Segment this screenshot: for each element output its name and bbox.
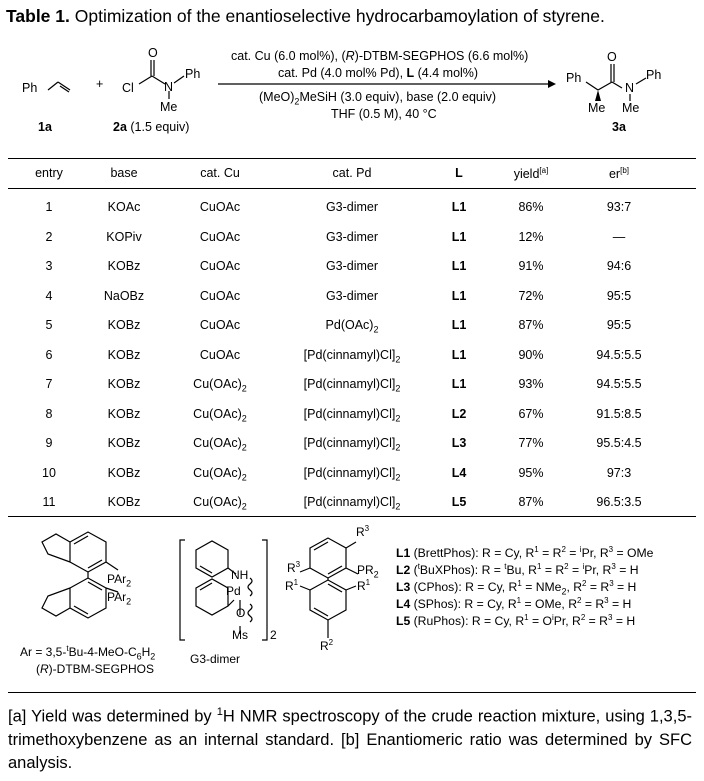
cell-er: 97:3: [606, 465, 632, 480]
cell-cat-pd: G3-dimer: [325, 229, 379, 244]
cell-entry: 5: [45, 318, 53, 332]
biaryl-r3-left: $R^3$: [287, 560, 301, 575]
label-2a: 2a (1.5 equiv): [113, 120, 190, 134]
table-top-rule: [8, 158, 696, 159]
cell-ligand: L2: [451, 406, 467, 421]
header-yield: yield[a]: [513, 166, 549, 182]
header-cat-pd: cat. Pd: [332, 166, 372, 180]
cell-ligand: L1: [451, 200, 467, 214]
cell-cat-cu: $Cu(OAc)_2$: [193, 465, 247, 482]
cell-cat-cu: CuOAc: [199, 259, 241, 273]
cell-cat-pd: $Pd(OAc)_2$: [325, 318, 379, 335]
cell-cat-pd: $[Pd(cinnamyl)Cl]_2$: [303, 347, 401, 364]
cell-er: 94:6: [606, 259, 632, 273]
cell-er: 93:7: [606, 200, 632, 214]
table-header-rule: [8, 188, 696, 189]
cell-cat-pd: $[Pd(cinnamyl)Cl]_2$: [303, 436, 401, 453]
label-3a: 3a: [612, 120, 626, 134]
ligand-l2-definition: L2 ($^t$BuXPhos): R = $^t$Bu, $R^1 = R^2 = ^iPr$, $R^3 = H$: [396, 562, 639, 578]
reaction-scheme: [0, 0, 704, 160]
condition-cu: cat. Cu (6.0 mol%), (R)-DTBM-SEGPHOS (6.6 mol%): [231, 49, 529, 63]
ligand-l1-definition: L1 (BrettPhos): R = Cy, $R^1 = R^2 = ^iPr$, $R^3$ = OMe: [396, 545, 654, 561]
condition-solvent: THF (0.5 M), 40 °C: [331, 107, 437, 121]
cell-base: NaOBz: [103, 288, 145, 303]
table-bottom-rule: [8, 516, 696, 517]
cell-er: 94.5:5.5: [596, 377, 642, 391]
biaryl-r1-right: $R^1$: [357, 578, 371, 593]
footnote: [a] Yield was determined by $^1$H NMR spectroscopy of the crude reaction mixture, using 1,3,5-trimethoxybenzene as an internal standard. [b] Enantiomeric ratio was determined by SFC analysis.: [8, 706, 692, 772]
cell-yield: 67%: [518, 406, 544, 421]
biaryl-pr2: $PR_2$: [357, 563, 379, 580]
cell-er: 96.5:3.5: [596, 495, 642, 509]
cell-cat-cu: $Cu(OAc)_2$: [193, 377, 247, 394]
segphos-ar-definition: $Ar = 3,5-^tBu-4-MeO-C_6H_2$: [20, 644, 156, 662]
reagent-2a-ph: Ph: [185, 67, 201, 81]
cell-cat-pd: G3-dimer: [325, 259, 379, 273]
segphos-par2-bottom: PAr$_2$: [107, 590, 132, 607]
g3-o: O: [236, 606, 246, 620]
cell-yield: 72%: [518, 288, 544, 303]
cell-er: 91.5:8.5: [596, 406, 642, 421]
g3-pd: Pd: [226, 584, 241, 598]
cell-entry: 10: [42, 465, 56, 480]
cell-cat-pd: $[Pd(cinnamyl)Cl]_2$: [303, 377, 401, 394]
cell-cat-cu: CuOAc: [199, 200, 241, 214]
cell-yield: 93%: [518, 377, 544, 391]
header-entry: entry: [35, 166, 63, 180]
product-n: N: [625, 81, 635, 95]
stereo-wedge: [595, 90, 601, 101]
cell-entry: 9: [45, 436, 53, 450]
cell-base: KOBz: [107, 495, 141, 509]
g3-subscript: 2: [270, 628, 277, 642]
cell-base: KOBz: [107, 465, 141, 480]
cell-yield: 95%: [518, 465, 544, 480]
product-me2: Me: [622, 101, 640, 115]
g3-name: G3-dimer: [190, 652, 241, 666]
cell-cat-cu: $Cu(OAc)_2$: [193, 406, 247, 423]
biaryl-r2: $R^2$: [320, 638, 334, 653]
cell-entry: 2: [45, 229, 53, 244]
cell-cat-cu: $Cu(OAc)_2$: [193, 436, 247, 453]
reagent-2a-o: O: [148, 46, 158, 60]
reagent-2a-me: Me: [160, 100, 178, 114]
header-cat-cu: cat. Cu: [200, 166, 240, 180]
styrene-ph: Ph: [22, 81, 38, 95]
cell-ligand: L1: [451, 229, 467, 244]
label-1a: 1a: [38, 120, 52, 134]
cell-yield: 12%: [518, 229, 544, 244]
product-structure: [586, 64, 646, 101]
condition-pd: cat. Pd (4.0 mol% Pd), L (4.4 mol%): [278, 66, 479, 80]
header-base: base: [110, 166, 138, 180]
condition-silane: $(MeO)_2MeSiH$ (3.0 equiv), base (2.0 equiv): [259, 90, 497, 107]
reaction-arrow: [218, 80, 556, 88]
cell-yield: 77%: [518, 436, 544, 450]
product-ph2: Ph: [646, 68, 662, 82]
reagent-2a-n: N: [164, 80, 174, 94]
cell-ligand: L1: [451, 259, 467, 273]
cell-cat-cu: CuOAc: [199, 288, 241, 303]
cell-yield: 86%: [518, 200, 544, 214]
plus-sign: +: [96, 77, 104, 91]
cell-cat-pd: G3-dimer: [325, 288, 379, 303]
segphos-par2-top: PAr$_2$: [107, 572, 132, 589]
header-er: er[b]: [608, 166, 630, 182]
cell-er: 95:5: [606, 288, 632, 303]
table-caption: Table 1. Optimization of the enantioselective hydrocarbamoylation of styrene.: [6, 6, 605, 26]
cell-er: —: [612, 229, 626, 244]
cell-yield: 87%: [518, 318, 544, 332]
cell-entry: 11: [42, 495, 56, 509]
cell-cat-cu: $Cu(OAc)_2$: [193, 495, 247, 512]
cell-er: 95.5:4.5: [596, 436, 642, 450]
cell-base: KOAc: [107, 200, 141, 214]
cell-ligand: L3: [451, 436, 467, 450]
cell-cat-pd: $[Pd(cinnamyl)Cl]_2$: [303, 465, 401, 482]
cell-entry: 1: [45, 200, 53, 214]
cell-cat-cu: CuOAc: [199, 347, 241, 362]
cell-ligand: L1: [451, 347, 467, 362]
cell-entry: 7: [45, 377, 53, 391]
cell-er: 94.5:5.5: [596, 347, 642, 362]
ligand-l5-definition: L5 (RuPhos): R = Cy, $R^1 = O^iPr$, $R^2 = R^3 = H$: [396, 613, 636, 629]
cell-cat-cu: CuOAc: [199, 318, 241, 332]
biaryl-r3-top: $R^3$: [356, 524, 370, 539]
cell-base: KOBz: [107, 436, 141, 450]
biaryl-r1-left: $R^1$: [285, 578, 299, 593]
cell-yield: 90%: [518, 347, 544, 362]
product-ph: Ph: [566, 71, 582, 85]
cell-base: KOBz: [107, 318, 141, 332]
cell-ligand: L1: [451, 377, 467, 391]
segphos-name: (R)-DTBM-SEGPHOS: [36, 662, 155, 676]
g3-nh: NH: [231, 568, 249, 582]
cell-entry: 3: [45, 259, 53, 273]
header-ligand: L: [455, 166, 463, 180]
cell-entry: 8: [45, 406, 53, 421]
cell-entry: 6: [45, 347, 53, 362]
cell-yield: 91%: [518, 259, 544, 273]
cell-base: KOBz: [107, 347, 141, 362]
cell-base: KOPiv: [106, 229, 142, 244]
cell-cat-pd: $[Pd(cinnamyl)Cl]_2$: [303, 495, 401, 512]
cell-ligand: L5: [451, 495, 467, 509]
footnote-rule: [8, 692, 696, 693]
cell-cat-pd: G3-dimer: [325, 200, 379, 214]
g3-ms: Ms: [232, 628, 248, 642]
cell-base: KOBz: [107, 377, 141, 391]
ligand-l4-definition: L4 (SPhos): R = Cy, $R^1$ = OMe, $R^2 = R^3 = H$: [396, 596, 632, 612]
styrene-structure: [48, 82, 70, 92]
cell-cat-cu: CuOAc: [199, 229, 241, 244]
cell-entry: 4: [45, 288, 53, 303]
cell-ligand: L1: [451, 288, 467, 303]
cell-ligand: L1: [451, 318, 467, 332]
carbamoyl-chloride-structure: [139, 60, 184, 99]
cell-base: KOBz: [107, 259, 141, 273]
reagent-2a-cl: Cl: [122, 81, 134, 95]
cell-cat-pd: $[Pd(cinnamyl)Cl]_2$: [303, 406, 401, 423]
cell-base: KOBz: [107, 406, 141, 421]
cell-er: 95:5: [606, 318, 632, 332]
product-o: O: [607, 50, 617, 64]
cell-yield: 87%: [518, 495, 544, 509]
cell-ligand: L4: [451, 465, 467, 480]
ligand-l3-definition: L3 (CPhos): R = Cy, $R^1 = NMe_2$, $R^2 = R^3 = H$: [396, 579, 637, 597]
product-me1: Me: [588, 101, 606, 115]
